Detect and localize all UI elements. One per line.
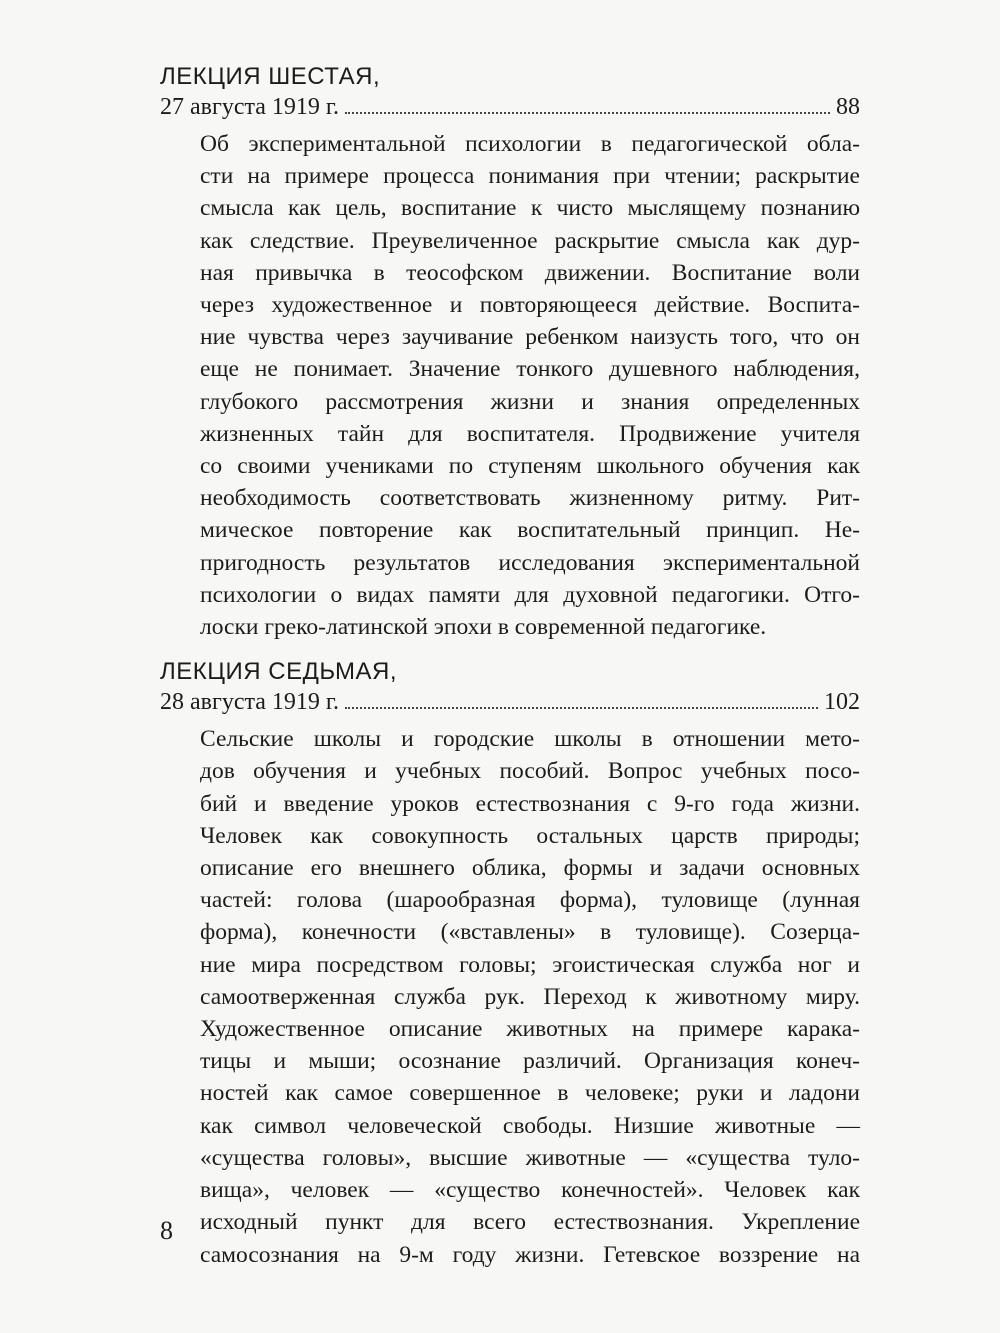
lecture-title: ЛЕКЦИЯ СЕДЬМАЯ,	[160, 658, 398, 686]
summary-line: бий и введение уроков естествознания с 9-го года жизни.	[200, 790, 860, 817]
table-of-contents	[160, 62, 860, 1285]
summary-line: Об экспериментальной психологии в педагогической обла-	[200, 131, 860, 157]
summary-line: еще не понимает. Значение тонкого душевного наблюдения,	[200, 356, 860, 383]
summary-line: частей: голова (шарообразная форма), туловище (лунная	[200, 887, 860, 914]
summary-line: необходимость соответствовать жизненному ритму. Рит-	[200, 485, 860, 512]
summary-line: как символ человеческой свободы. Низшие животные —	[200, 1112, 860, 1139]
lecture-title: ЛЕКЦИЯ ШЕСТАЯ,	[160, 63, 381, 90]
summary-line: жизненных тайн для воспитателя. Продвижение учителя	[200, 420, 860, 447]
summary-line: самосознания на 9-м году жизни. Гетевское воззрение на	[200, 1241, 860, 1268]
dot-leader	[345, 707, 818, 709]
dot-leader	[345, 112, 830, 114]
date-row	[160, 92, 860, 122]
page-number: 8	[160, 1216, 173, 1245]
summary-line: лоски греко-латинской эпохи в современной педагогике.	[200, 614, 767, 641]
summary-line: вища», человек — «существо конечностей». Человек как	[200, 1177, 860, 1204]
summary-line: пригодность результатов исследования экспериментальной	[200, 549, 860, 576]
summary-line: глубокого рассмотрения жизни и знания определенных	[200, 388, 860, 415]
summary-line: через художественное и повторяющееся действие. Воспита-	[200, 292, 860, 319]
summary-line: самоотверженная служба рук. Переход к животному миру.	[200, 983, 860, 1010]
summary-line: Сельские школы и городские школы в отношении мето-	[200, 726, 860, 753]
summary-line: ние чувства через заучивание ребенком наизусть того, что он	[200, 324, 860, 351]
page-reference: 88	[836, 94, 860, 120]
summary-line: смысла как цель, воспитание к чисто мыслящему познанию	[200, 195, 860, 222]
lecture-date: 28 августа 1919 г.	[160, 689, 340, 716]
summary-line: исходный пункт для всего естествознания. Укрепление	[200, 1209, 860, 1236]
lecture-summary	[200, 723, 860, 1270]
summary-line: как следствие. Преувеличенное раскрытие смысла как дур-	[200, 227, 860, 254]
date-row	[160, 687, 860, 717]
summary-line: сти на примере процесса понимания при чтении; раскрытие	[200, 163, 860, 190]
summary-line: тицы и мыши; осознание различий. Организация конеч-	[200, 1048, 860, 1075]
summary-line: «существа головы», высшие животные — «существа туло-	[200, 1144, 860, 1171]
summary-line: ностей как самое совершенное в человеке; руки и ладони	[200, 1080, 860, 1107]
summary-line: ние мира посредством головы; эгоистическая служба ног и	[200, 951, 860, 978]
lecture-date: 27 августа 1919 г.	[160, 94, 340, 120]
page-reference: 102	[824, 689, 860, 716]
summary-line: форма), конечности («вставлены» в туловище). Созерца-	[200, 919, 860, 946]
summary-line: Художественное описание животных на примере карака-	[200, 1016, 860, 1043]
summary-line: описание его внешнего облика, формы и задачи основных	[200, 855, 860, 882]
summary-line: дов обучения и учебных пособий. Вопрос учебных посо-	[200, 758, 860, 785]
summary-line: со своими учениками по ступеням школьного обучения как	[200, 453, 860, 480]
toc-entry-lecture-7	[160, 657, 860, 1270]
toc-entry-lecture-6	[160, 62, 860, 643]
summary-line: мическое повторение как воспитательный принцип. Не-	[200, 517, 860, 544]
summary-line: Человек как совокупность остальных царств природы;	[200, 822, 860, 849]
summary-line: ная привычка в теософском движении. Воспитание воли	[200, 259, 860, 286]
lecture-summary	[200, 128, 860, 643]
summary-line: психологии о видах памяти для духовной педагогики. Отго-	[200, 581, 860, 608]
